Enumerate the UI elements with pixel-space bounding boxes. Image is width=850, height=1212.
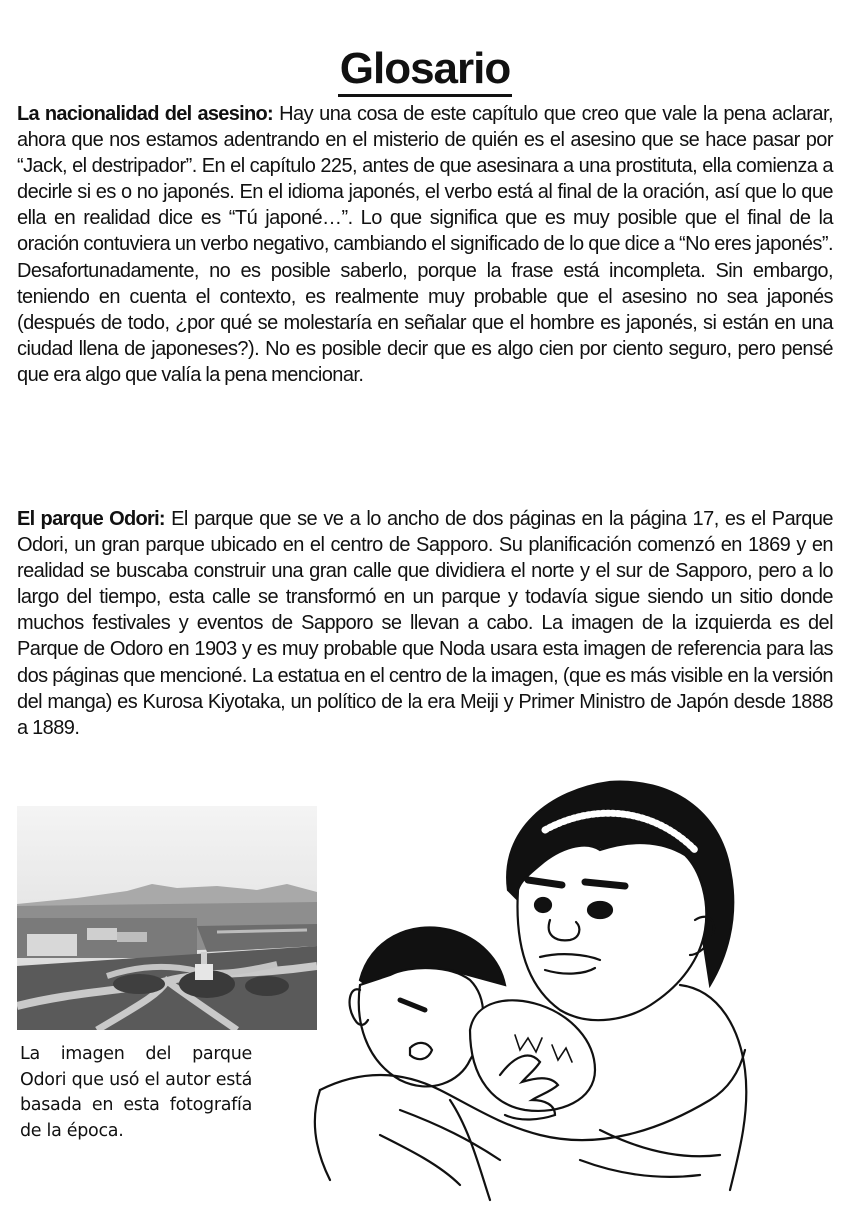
glossary-term: El parque Odori:	[17, 508, 165, 530]
page-title-text: Glosario	[338, 44, 513, 97]
glossary-term: La nacionalidad del asesino:	[17, 103, 273, 125]
glossary-entry-nationality	[17, 101, 833, 388]
photo-caption: La imagen del parque Odori que usó el autor está basada en esta fotografía de la época.	[20, 1044, 252, 1141]
park-photo-image	[17, 806, 317, 1030]
glossary-definition: Hay una cosa de este capítulo que creo que vale la pena aclarar, ahora que nos estamos adentrando en el misterio de quién es el asesino que se hace pasar por “Jack, el destripador”. En el capítulo 225, antes de que asesinara a una prostituta, ella comienza a decirle si es o no japonés. En el idioma japonés, el verbo está al final de la oración, así que lo que ella en realidad dice es “Tú japoné…”. Lo que significa que es muy posible que el final de la oración contuviera un verbo negativo, cambiando el significado de lo que dice a “No eres japonés”. Desafortunadamente, no es posible saberlo, porque la frase está incompleta. Sin embargo, teniendo en cuenta el contexto, es realmente muy probable que el asesino no sea japonés (después de todo, ¿por qué se molestaría en señalar que el hombre es japonés, si están en una ciudad llena de japoneses?). No es posible decir que es algo cien por ciento seguro, pero pensé que era algo que valía la pena mencionar.	[17, 103, 834, 386]
children-illustration-image	[300, 770, 850, 1207]
manga-illustration	[300, 770, 850, 1207]
odori-park-photo	[17, 806, 317, 1030]
page-title	[0, 40, 850, 98]
glossary-definition: El parque que se ve a lo ancho de dos páginas en la página 17, es el Parque Odori, un gran parque ubicado en el centro de Sapporo. Su planificación comenzó en 1869 y en realidad se buscaba construir una gran calle que dividiera el norte y el sur de Sapporo, pero a lo largo del tiempo, esta calle se transformó en un parque y todavía sigue siendo un sitio donde muchos festivales y eventos de Sapporo se llevan a cabo. La imagen de la izquierda es del Parque de Odoro en 1903 y es muy probable que Noda usara esta imagen de referencia para las dos páginas que mencioné. La estatua en el centro de la imagen, (que es más visible en la versión del manga) es Kurosa Kiyotaka, un político de la era Meiji y Primer Ministro de Japón desde 1888 a 1889.	[17, 508, 834, 739]
glossary-entry-odori-park	[17, 506, 833, 741]
